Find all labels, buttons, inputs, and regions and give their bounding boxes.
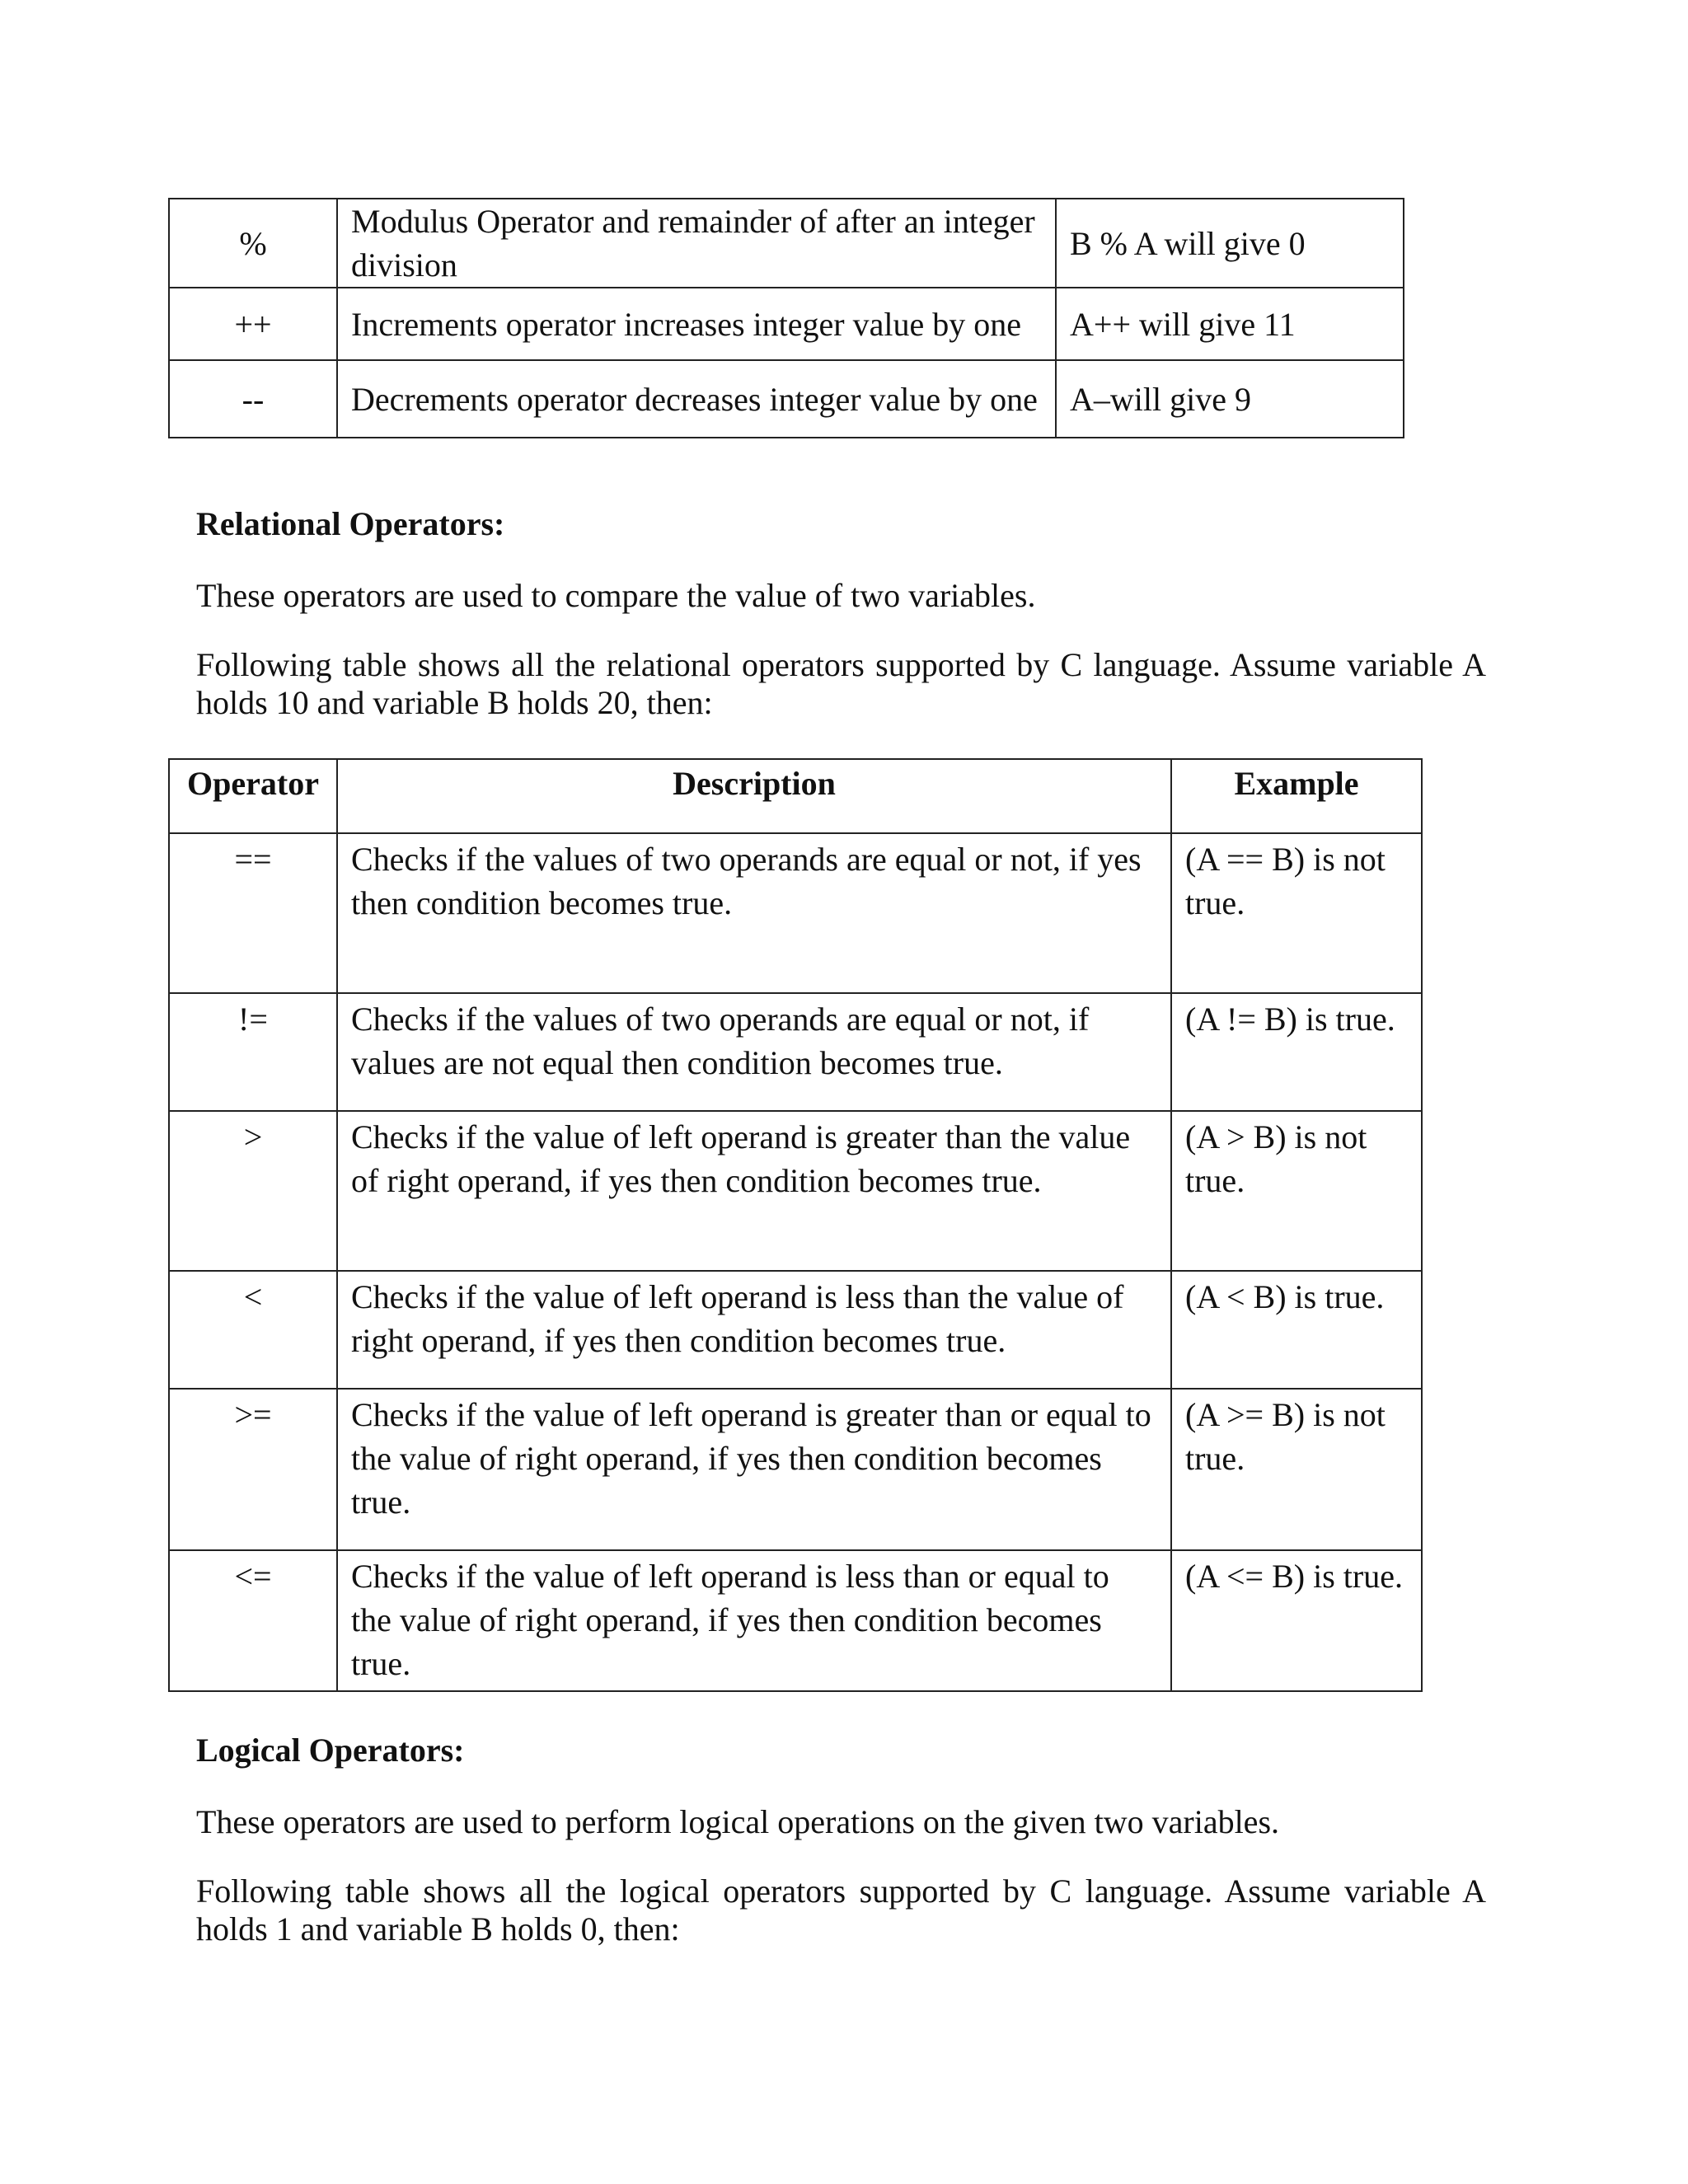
- operator-cell: ==: [169, 833, 337, 993]
- relational-table-note: Following table shows all the relational operators supported by C language. Assume variable A holds 10 and variable B holds 20, then:: [196, 646, 1486, 721]
- logical-heading: Logical Operators:: [196, 1732, 465, 1769]
- description-cell: Checks if the value of left operand is greater than or equal to the value of right operand, if yes then condition becomes true.: [337, 1389, 1171, 1550]
- table-row: [169, 993, 1422, 1111]
- operator-cell: --: [169, 360, 337, 438]
- operator-header: Operator: [169, 759, 337, 833]
- description-cell: Checks if the values of two operands are equal or not, if values are not equal then condition becomes true.: [337, 993, 1171, 1111]
- example-cell: (A >= B) is not true.: [1171, 1389, 1422, 1550]
- operator-cell: !=: [169, 993, 337, 1111]
- table-header-row: [169, 759, 1422, 833]
- operator-cell: ++: [169, 288, 337, 360]
- example-cell: (A == B) is not true.: [1171, 833, 1422, 993]
- table-row: [169, 1550, 1422, 1691]
- example-cell: (A <= B) is true.: [1171, 1550, 1422, 1691]
- table-row: [169, 288, 1404, 360]
- logical-intro: These operators are used to perform logical operations on the given two variables.: [196, 1803, 1280, 1840]
- example-cell: A++ will give 11: [1056, 288, 1404, 360]
- logical-table-note: Following table shows all the logical operators supported by C language. Assume variable A holds 1 and variable B holds 0, then:: [196, 1872, 1486, 1947]
- description-cell: Increments operator increases integer value by one: [337, 288, 1056, 360]
- table-row: [169, 360, 1404, 438]
- table-row: [169, 199, 1404, 288]
- operator-cell: >=: [169, 1389, 337, 1550]
- arithmetic-operators-table: [168, 198, 1404, 438]
- example-cell: (A < B) is true.: [1171, 1271, 1422, 1389]
- table-row: [169, 1271, 1422, 1389]
- description-cell: Checks if the values of two operands are equal or not, if yes then condition becomes true.: [337, 833, 1171, 993]
- operator-cell: >: [169, 1111, 337, 1271]
- example-cell: B % A will give 0: [1056, 199, 1404, 288]
- description-cell: Checks if the value of left operand is less than the value of right operand, if yes then condition becomes true.: [337, 1271, 1171, 1389]
- description-header: Description: [337, 759, 1171, 833]
- relational-operators-table: [168, 758, 1423, 1692]
- operator-cell: <: [169, 1271, 337, 1389]
- table-row: [169, 1111, 1422, 1271]
- example-cell: (A > B) is not true.: [1171, 1111, 1422, 1271]
- table-row: [169, 833, 1422, 993]
- table-row: [169, 1389, 1422, 1550]
- operator-cell: %: [169, 199, 337, 288]
- example-cell: (A != B) is true.: [1171, 993, 1422, 1111]
- description-cell: Modulus Operator and remainder of after an integer division: [337, 199, 1056, 288]
- description-cell: Checks if the value of left operand is less than or equal to the value of right operand, if yes then condition becomes true.: [337, 1550, 1171, 1691]
- relational-heading: Relational Operators:: [196, 505, 505, 542]
- operator-cell: <=: [169, 1550, 337, 1691]
- description-cell: Checks if the value of left operand is greater than the value of right operand, if yes then condition becomes true.: [337, 1111, 1171, 1271]
- description-cell: Decrements operator decreases integer value by one: [337, 360, 1056, 438]
- relational-intro: These operators are used to compare the value of two variables.: [196, 577, 1036, 614]
- example-cell: A–will give 9: [1056, 360, 1404, 438]
- example-header: Example: [1171, 759, 1422, 833]
